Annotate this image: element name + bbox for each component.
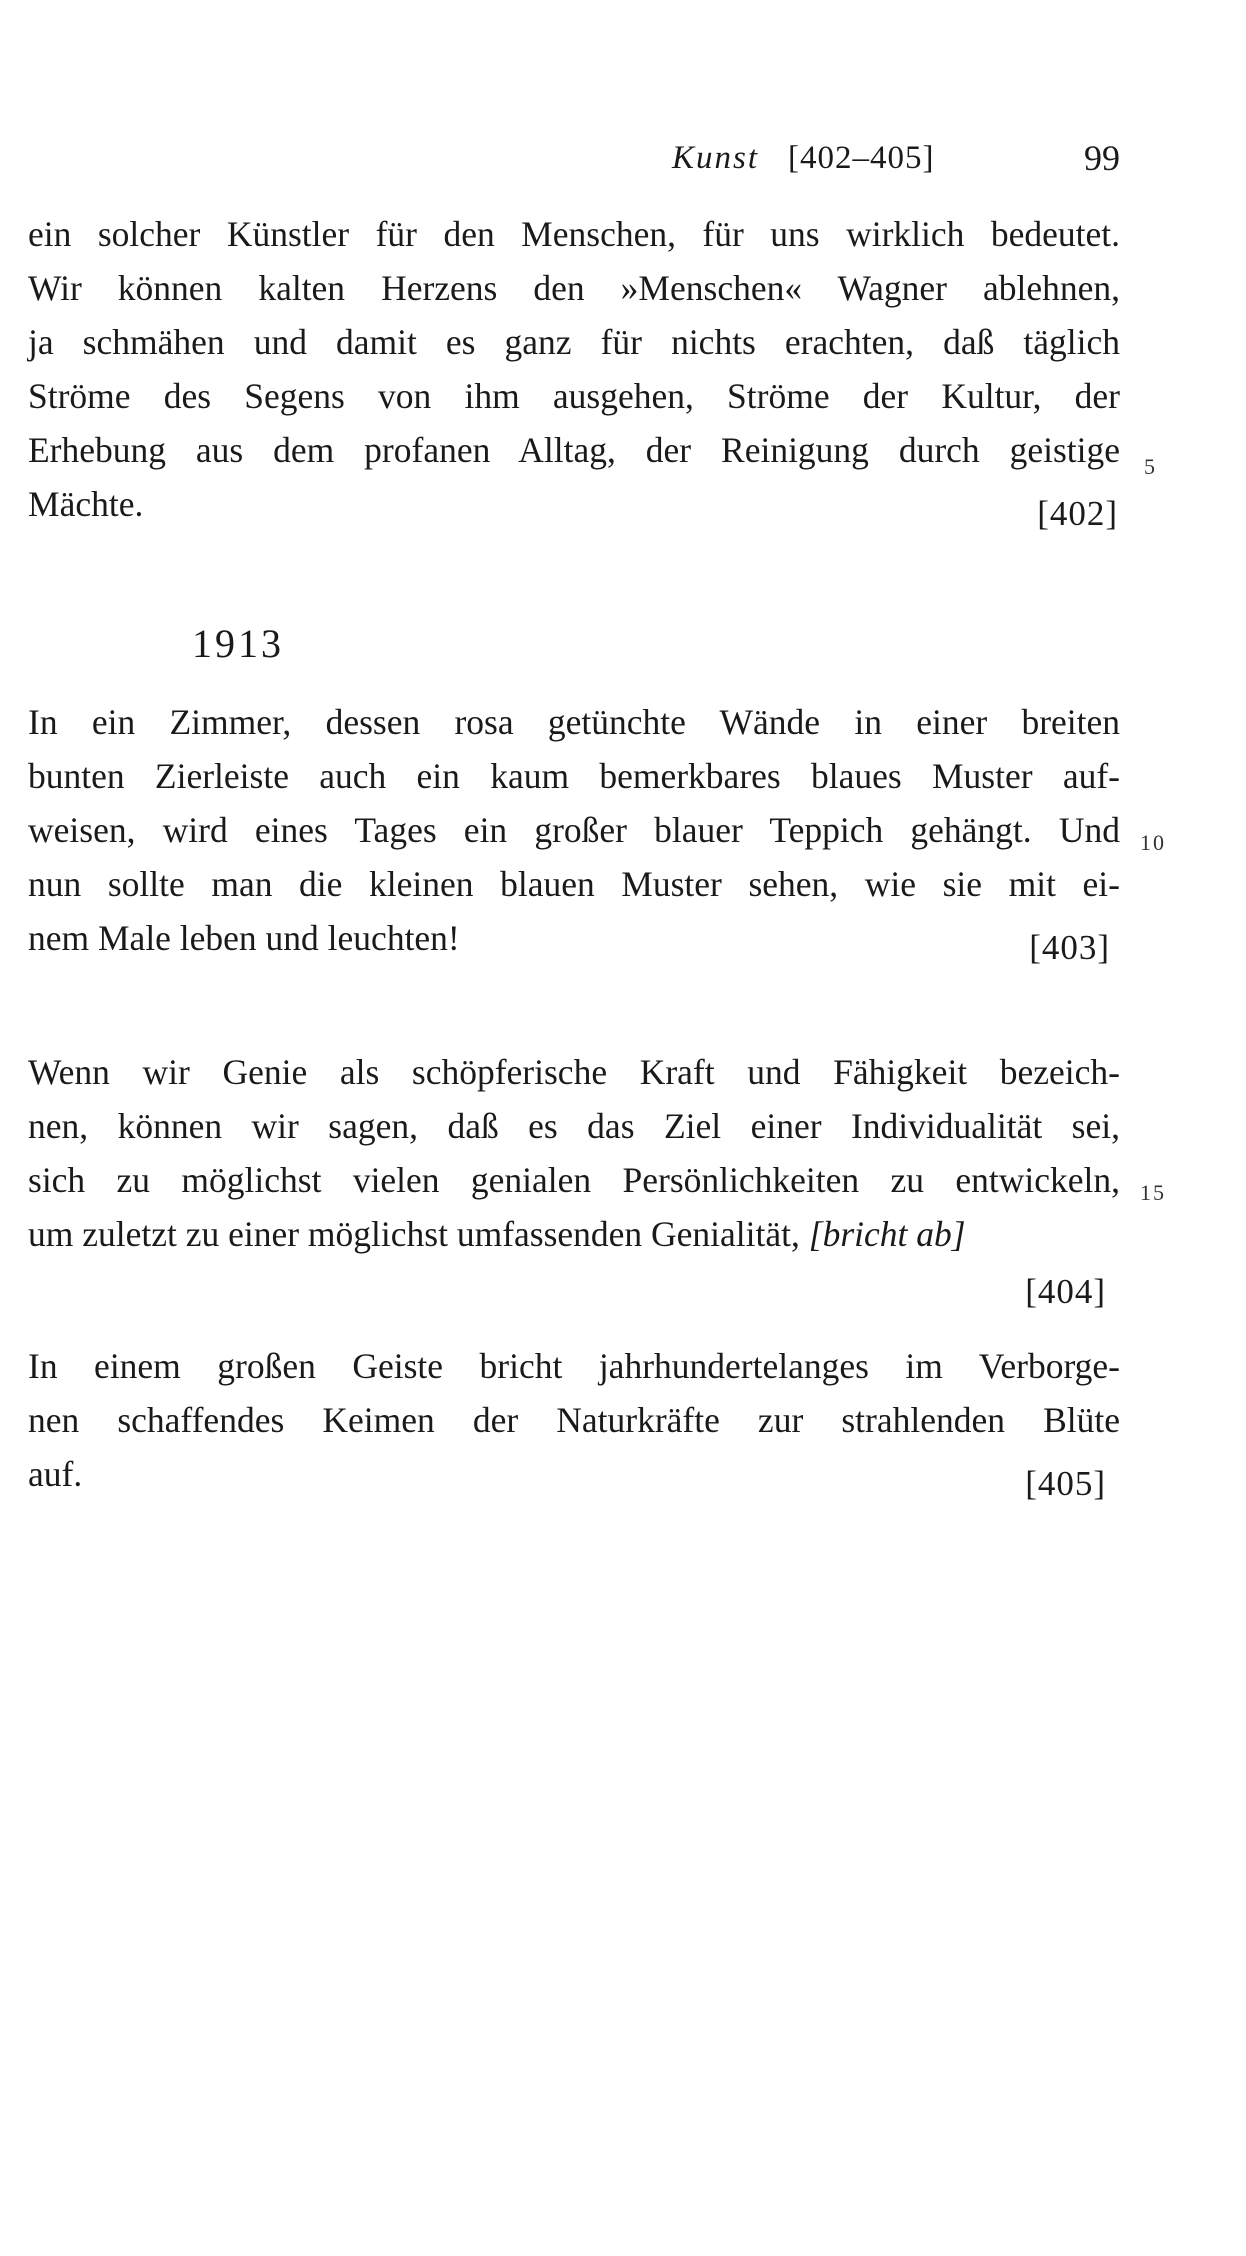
text-line: In ein Zimmer, dessen rosa getünchte Wände in einer breiten	[28, 702, 1120, 742]
text-line: nen, können wir sagen, daß es das Ziel einer Individualität sei,	[28, 1106, 1120, 1146]
text-line: bunten Zierleiste auch ein kaum bemerkbares blaues Muster auf-	[28, 756, 1120, 796]
text-line: ja schmähen und damit es ganz für nichts erachten, daß täglich	[28, 322, 1120, 362]
running-title: Kunst	[672, 140, 760, 176]
margin-line-number: 5	[1144, 454, 1157, 479]
editorial-note: [bricht ab]	[808, 1214, 966, 1254]
text-line: Mächte.	[28, 484, 144, 524]
text-line: ein solcher Künstler für den Menschen, für uns wirklich bedeutet.	[28, 214, 1120, 254]
entry-number: [404]	[1025, 1272, 1106, 1311]
entry-number: [403]	[1029, 928, 1110, 967]
entry-number: [402]	[1037, 494, 1118, 533]
text-line: Erhebung aus dem profanen Alltag, der Reinigung durch geistige	[28, 430, 1120, 470]
page-range: [402–405]	[788, 140, 935, 176]
text-line	[28, 1208, 1120, 1260]
entry-number: [405]	[1025, 1464, 1106, 1503]
page-number: 99	[1084, 138, 1120, 178]
text-line: Wir können kalten Herzens den »Menschen« Wagner ablehnen,	[28, 268, 1120, 308]
text-line: weisen, wird eines Tages ein großer blauer Teppich gehängt. Und	[28, 810, 1120, 850]
text-fragment: um zuletzt zu einer möglichst umfassenden Genialität,	[28, 1214, 800, 1254]
margin-line-number: 10	[1140, 830, 1166, 855]
text-line: nun sollte man die kleinen blauen Muster sehen, wie sie mit ei-	[28, 864, 1120, 904]
running-header	[672, 128, 1120, 188]
text-line: auf.	[28, 1454, 83, 1494]
text-line: nen schaffendes Keimen der Naturkräfte zur strahlenden Blüte	[28, 1400, 1120, 1440]
year-heading: 1913	[192, 621, 284, 666]
text-line: sich zu möglichst vielen genialen Persönlichkeiten zu entwickeln,	[28, 1160, 1120, 1200]
text-line: nem Male leben und leuchten!	[28, 918, 460, 958]
margin-line-number: 15	[1140, 1180, 1166, 1205]
text-line: In einem großen Geiste bricht jahrhundertelanges im Verborge-	[28, 1346, 1120, 1386]
text-line: Wenn wir Genie als schöpferische Kraft und Fähigkeit bezeich-	[28, 1052, 1120, 1092]
text-line: Ströme des Segens von ihm ausgehen, Ströme der Kultur, der	[28, 376, 1120, 416]
